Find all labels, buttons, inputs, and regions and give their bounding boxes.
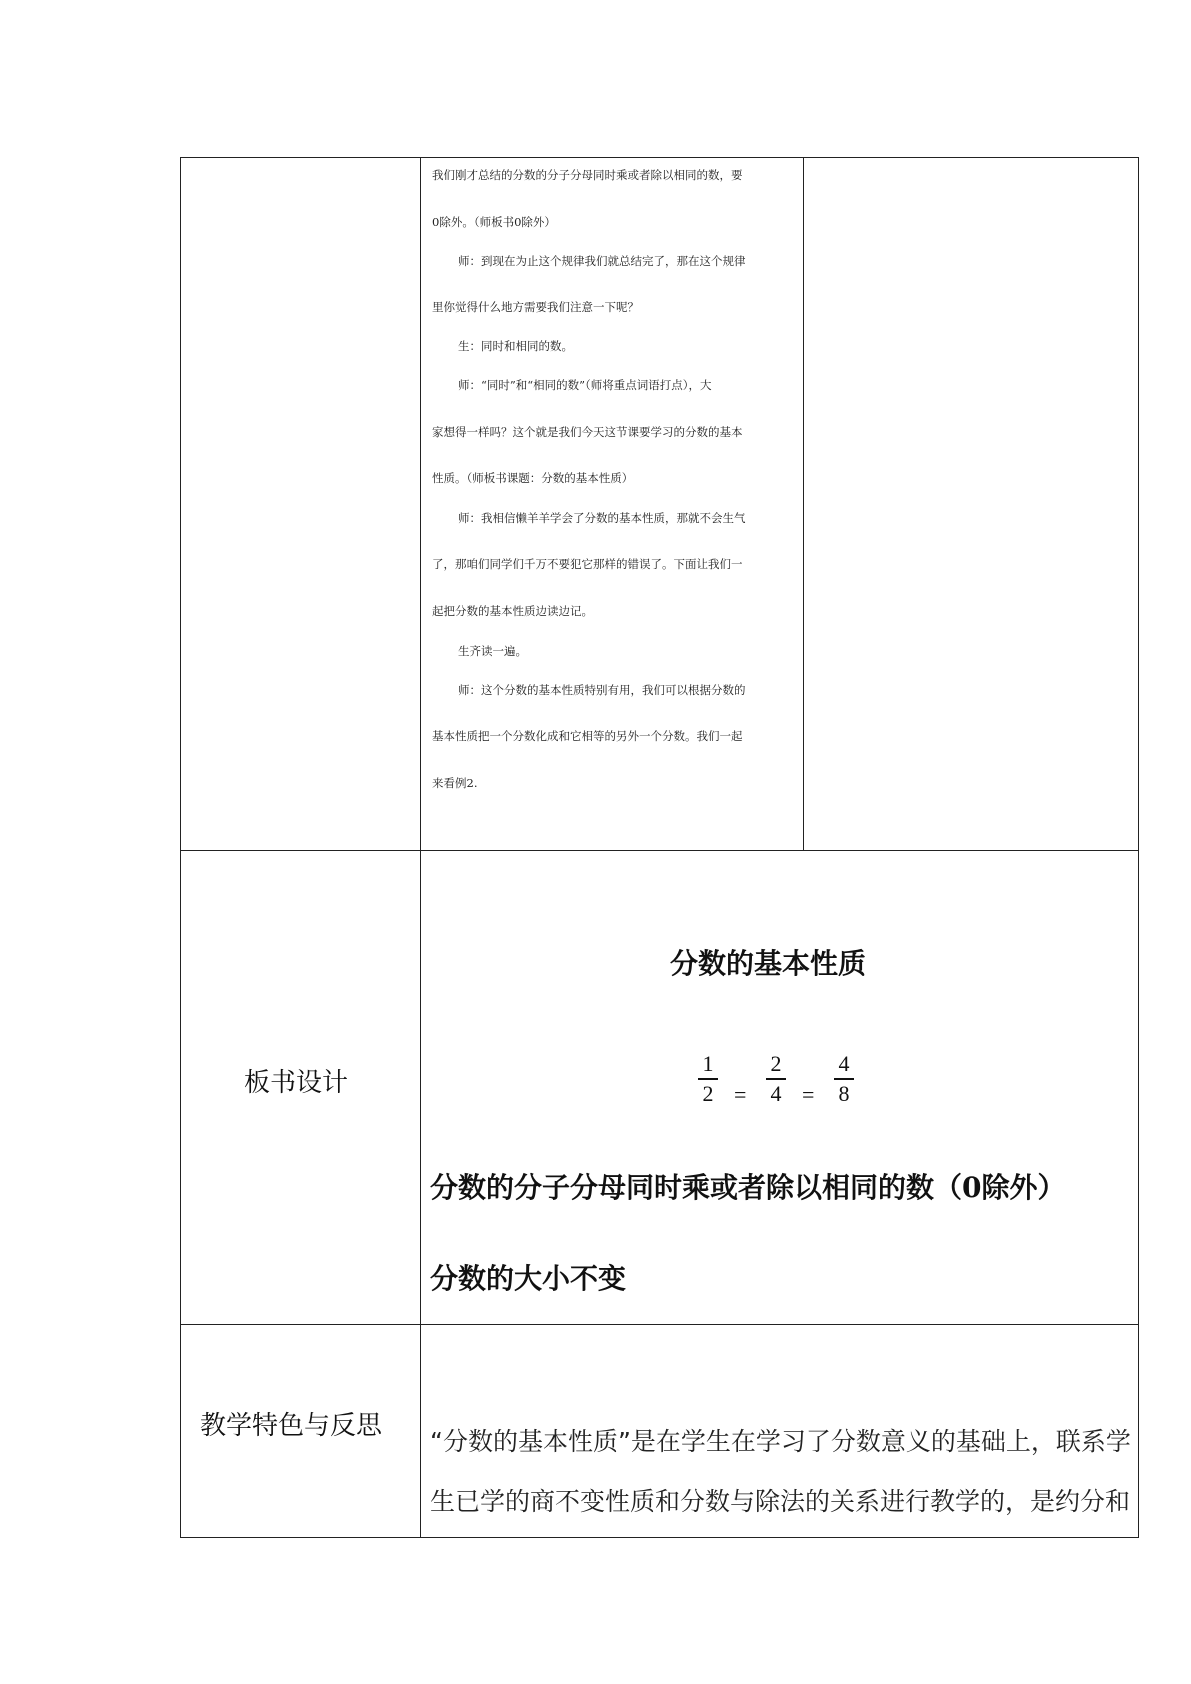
row-divider-1 (180, 850, 1138, 851)
lesson-line: 来看例2. (432, 776, 478, 790)
reflection-line-2: 生已学的商不变性质和分数与除法的关系进行教学的，是约分和 (430, 1487, 1131, 1516)
table-right-border (1138, 157, 1139, 1538)
table-bottom-border (180, 1537, 1138, 1538)
fraction-bar (834, 1078, 854, 1080)
fraction-denominator: 2 (702, 1080, 714, 1106)
fraction-bar (766, 1078, 786, 1080)
lesson-line: 了，那咱们同学们千万不要犯它那样的错误了。下面让我们一 (432, 557, 743, 571)
fraction-denominator: 4 (770, 1080, 782, 1106)
lesson-line: 基本性质把一个分数化成和它相等的另外一个分数。我们一起 (432, 729, 743, 743)
fraction-numerator: 2 (770, 1051, 782, 1076)
board-rule-line-1: 分数的分子分母同时乘或者除以相同的数（0除外） (430, 1171, 1066, 1204)
reflection-label: 教学特色与反思 (200, 1411, 383, 1441)
fraction-3 (832, 1052, 856, 1106)
fraction-1 (696, 1052, 720, 1106)
board-rule-line-2: 分数的大小不变 (430, 1262, 627, 1295)
board-design-label: 板书设计 (244, 1068, 349, 1098)
lesson-line: 生：同时和相同的数。 (458, 339, 573, 353)
column-divider-2 (803, 157, 804, 851)
fraction-bar (698, 1078, 718, 1080)
lesson-line: 我们刚才总结的分数的分子分母同时乘或者除以相同的数，要 (432, 168, 743, 182)
row-divider-2 (180, 1324, 1138, 1325)
table-top-border (180, 157, 1138, 158)
equals-sign-2: = (802, 1082, 815, 1107)
lesson-line: 0除外。（师板书0除外） (432, 215, 556, 229)
lesson-line: 师：到现在为止这个规律我们就总结完了，那在这个规律 (458, 254, 746, 268)
fraction-numerator: 4 (838, 1051, 850, 1076)
lesson-line: 性质。（师板书课题：分数的基本性质） (432, 471, 634, 485)
lesson-line: 起把分数的基本性质边读边记。 (432, 604, 593, 618)
lesson-line: 师：这个分数的基本性质特别有用，我们可以根据分数的 (458, 683, 746, 697)
reflection-line-1: “分数的基本性质”是在学生在学习了分数意义的基础上，联系学 (430, 1427, 1131, 1456)
lesson-line: 师：“同时”和“相同的数”（师将重点词语打点），大 (458, 378, 712, 392)
table-left-border (180, 157, 181, 1538)
column-divider-1 (420, 157, 421, 1538)
lesson-line: 里你觉得什么地方需要我们注意一下呢？ (432, 300, 639, 314)
board-title: 分数的基本性质 (670, 947, 867, 980)
lesson-line: 家想得一样吗？这个就是我们今天这节课要学习的分数的基本 (432, 425, 743, 439)
equals-sign-1: = (734, 1082, 747, 1107)
lesson-line: 师：我相信懒羊羊学会了分数的基本性质，那就不会生气 (458, 511, 746, 525)
fraction-2 (764, 1052, 788, 1106)
fraction-denominator: 8 (838, 1080, 850, 1106)
fraction-numerator: 1 (702, 1051, 714, 1076)
lesson-line: 生齐读一遍。 (458, 644, 527, 658)
